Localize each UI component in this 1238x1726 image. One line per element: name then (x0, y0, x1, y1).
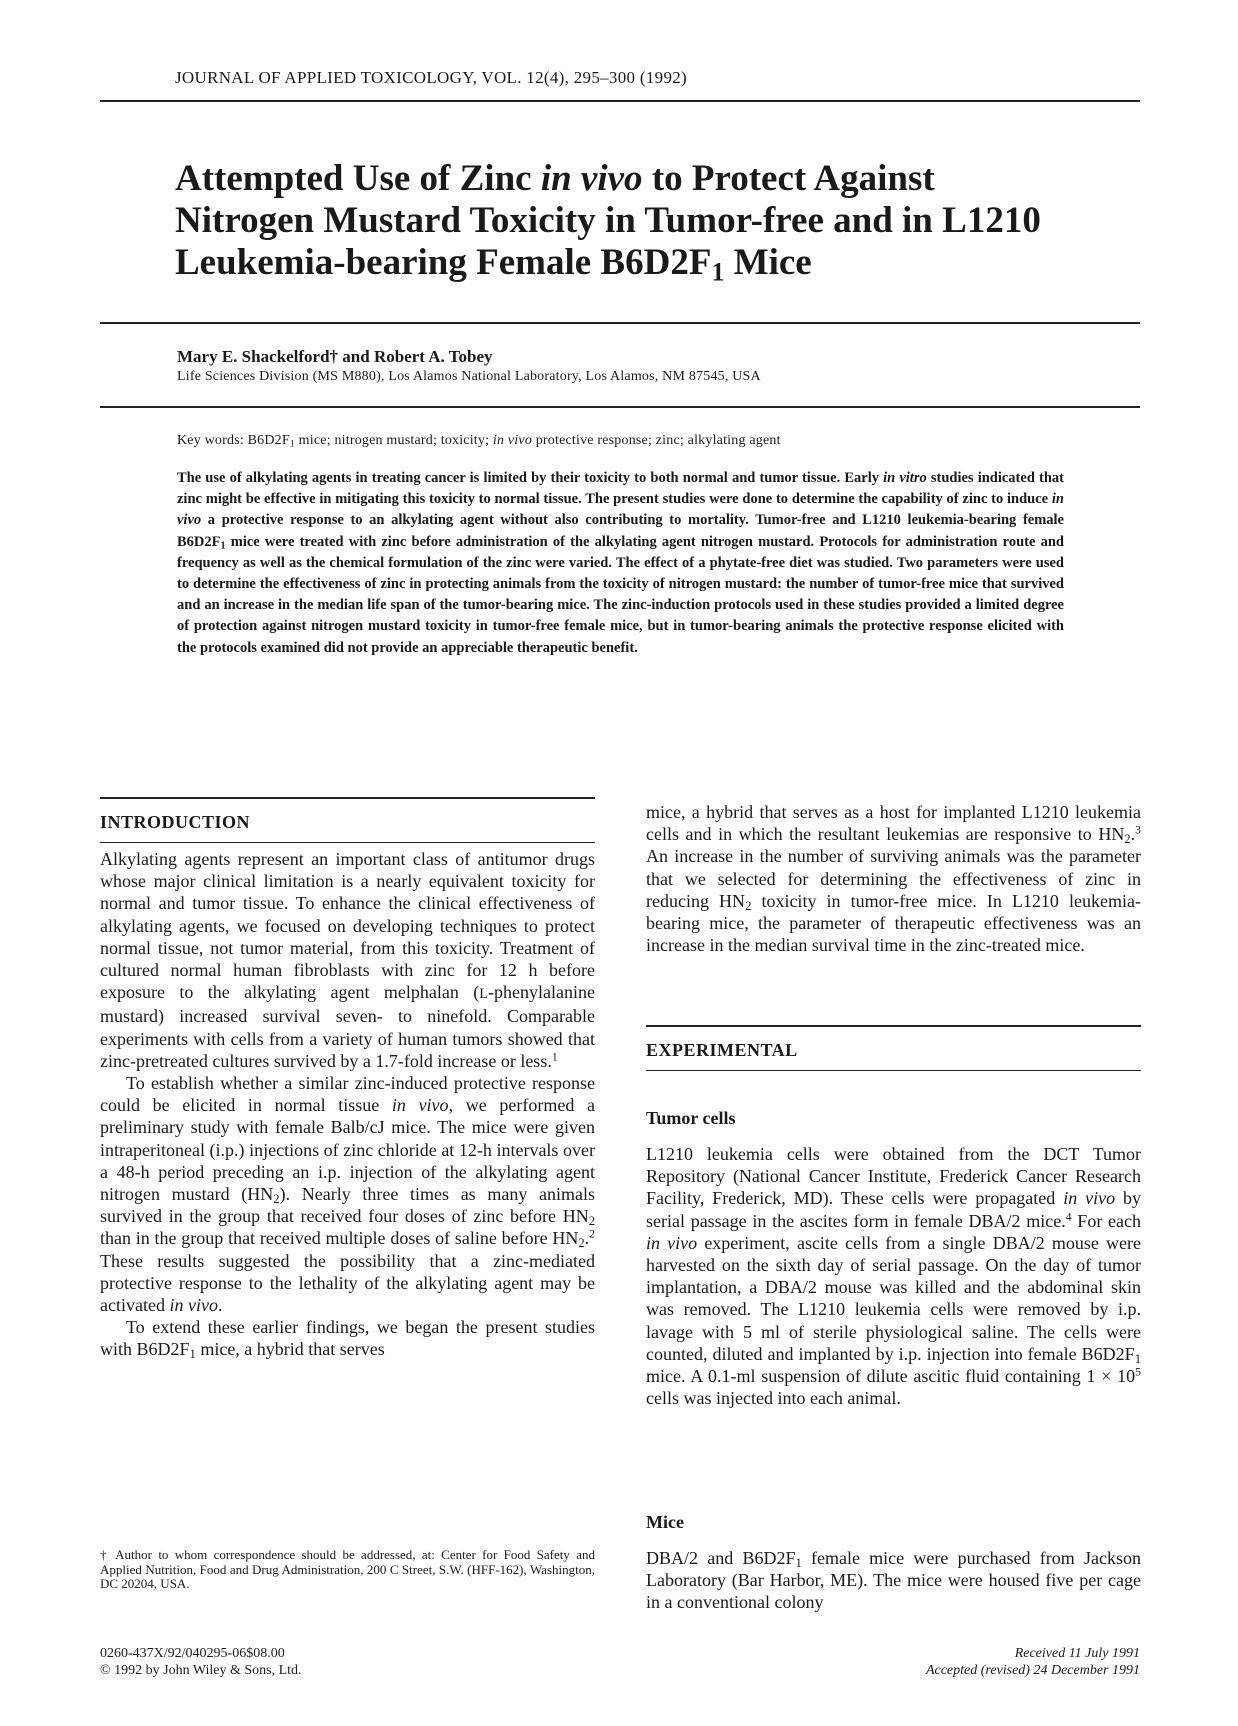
section-heading-introduction: INTRODUCTION (100, 812, 251, 832)
subscript: 1 (189, 1347, 196, 1362)
title-italic: in vivo (540, 158, 643, 199)
paragraph-italic: in vivo (1063, 1188, 1116, 1209)
keywords (177, 433, 781, 449)
intro-paragraph-1 (100, 848, 595, 1072)
subscript: 2 (273, 1192, 280, 1207)
paragraph-text: toxicity in tumor-free mice. In L1210 leukemia-bearing mice, the parameter of therapeutic effectiveness was an increase in the median survival time in the zinc-treated mice. (646, 890, 1141, 956)
tumor-cells-text (646, 1143, 1141, 1409)
received-date: Received 11 July 1991 (1014, 1646, 1140, 1661)
title-text: Attempted Use of Zinc (175, 158, 541, 199)
footnote: † Author to whom correspondence should be addressed, at: Center for Food Safety and Applied Nutrition, Food and Drug Administration, 200 C Street, S.W. (HFF-162), Washington, DC 20204, USA. (100, 1547, 595, 1591)
intro-paragraph-2 (100, 1072, 595, 1316)
abstract-text: mice were treated with zinc before administration of the alkylating agent nitrogen mustard. Protocols for administration route and frequency as well as the chemical formulation of the zinc were varied. The effect of a phytate-free diet was studied. Two parameters were used to determine the effectiveness of zinc in protecting animals from the toxicity of nitrogen mustard: the number of tumor-free mice that survived and an increase in the median life span of the tumor-bearing mice. The zinc-induction protocols used in these studies provided a limited degree of protection against nitrogen mustard toxicity in tumor-free female mice, but in tumor-bearing animals the protective response elicited with the protocols examined did not provide an appreciable therapeutic benefit. (177, 533, 1064, 656)
footer-copyright (100, 1645, 302, 1679)
keywords-text: mice; nitrogen mustard; toxicity; (294, 433, 493, 448)
issn-code: 0260-437X/92/040295-06$08.00 (100, 1646, 285, 1661)
title-subscript: 1 (711, 257, 725, 287)
paragraph-text: Alkylating agents represent an important class of antitumor drugs whose major clinical limitation is a nearly equivalent toxicity for normal and tumor tissue. To enhance the clinical effectiveness of alkylating agents, we focused on developing techniques to protect normal tissue, not tumor material, from this toxicity. Treatment of cultured normal human fibroblasts with zinc for 12 h before exposure to the alkylating agent melphalan ( (100, 849, 595, 1003)
dagger-mark: † (329, 347, 339, 366)
journal-header: JOURNAL OF APPLIED TOXICOLOGY, VOL. 12(4), 295–300 (1992) (175, 68, 688, 87)
paragraph-text: DBA/2 and B6D2F (646, 1548, 796, 1568)
keywords-subscript: 1 (289, 438, 295, 450)
accepted-date: Accepted (revised) 24 December 1991 (925, 1663, 1140, 1678)
subheading-mice: Mice (646, 1512, 684, 1532)
keywords-text: Key words: B6D2F (177, 433, 290, 448)
copyright-line: © 1992 by John Wiley & Sons, Ltd. (100, 1663, 302, 1678)
subscript: 2 (745, 898, 752, 913)
paragraph-italic: in vivo (169, 1295, 218, 1316)
subheading-tumor-cells: Tumor cells (646, 1108, 736, 1128)
abstract (177, 468, 1064, 659)
intro-top-rule (100, 797, 595, 799)
abstract-italic: in vitro (883, 470, 927, 486)
intro-bottom-rule (100, 842, 595, 843)
subscript: 2 (1124, 832, 1131, 847)
column-right-top (646, 801, 1141, 956)
paragraph-italic: in vivo (391, 1095, 449, 1116)
abstract-text: a protective response to an alkylating agent without also contributing to mortality. Tumor-free and L1210 leukemia-bearing female B6D2F (177, 512, 1064, 550)
mice-text (646, 1547, 1141, 1614)
paragraph-text: To establish whether a similar zinc-induced protective response could be elicited in normal tissue (100, 1073, 595, 1116)
title-rule (100, 322, 1140, 324)
paragraph-text: An increase in the number of surviving animals was the parameter that we selected for determining the effectiveness of zinc in reducing HN (646, 846, 1141, 911)
small-caps-text: L (479, 986, 489, 1003)
authors-rule (100, 406, 1140, 408)
paragraph-text: cells was injected into each animal. (646, 1388, 901, 1409)
title-text: Mice (724, 242, 812, 283)
paragraph-text: To extend these earlier findings, we began the present studies with B6D2F (100, 1317, 595, 1360)
footer-dates (800, 1645, 1140, 1679)
abstract-text: The use of alkylating agents in treating cancer is limited by their toxicity to both normal and tumor tissue. Early (177, 470, 884, 486)
paragraph-text: . (584, 1228, 590, 1249)
column-left (100, 848, 595, 1361)
abstract-text: studies indicated that zinc might be effective in mitigating this toxicity to normal tissue. The present studies were done to determine the capability of zinc to induce (177, 470, 1064, 508)
tumor-cells-paragraph (646, 1143, 1141, 1409)
mice-paragraph (646, 1547, 1141, 1614)
intro-paragraph-3-continued (646, 801, 1141, 956)
experimental-bottom-rule (646, 1070, 1141, 1071)
paragraph-text: , we performed a preliminary study with female Balb/cJ mice. The mice were given intraperitoneal (i.p.) injections of zinc chloride at 12-h intervals over a 48-h period preceding an i.p. injection of the alkylating agent nitrogen mustard (HN (100, 1095, 595, 1205)
paragraph-text: female mice were purchased from Jackson Laboratory (Bar Harbor, ME). The mice were housed five per cage in a conventional colony (646, 1548, 1141, 1613)
intro-paragraph-3-start (100, 1316, 595, 1360)
affiliation: Life Sciences Division (MS M880), Los Alamos National Laboratory, Los Alamos, NM 87545, USA (177, 369, 761, 384)
subscript: 1 (1134, 1351, 1141, 1366)
header-rule (100, 100, 1140, 102)
abstract-italic: in vivo (177, 491, 1064, 529)
paragraph-text: L1210 leukemia cells were obtained from the DCT Tumor Repository (National Cancer Institute, Frederick Cancer Research Facility, Frederick, MD). These cells were propagated (646, 1144, 1141, 1209)
paragraph-text: These results suggested the possibility that a zinc-mediated protective response to the lethality of the alkylating agent may be activated (100, 1250, 595, 1316)
subscript: 2 (588, 1214, 595, 1229)
paragraph-text: ). Nearly three times as many animals survived in the group that received four doses of zinc before HN (100, 1184, 595, 1227)
subscript: 1 (795, 1556, 802, 1571)
section-heading-experimental: EXPERIMENTAL (646, 1040, 798, 1060)
author-list (177, 347, 492, 367)
article-title (175, 158, 1075, 287)
paragraph-italic: in vivo (646, 1232, 698, 1253)
experimental-top-rule (646, 1025, 1141, 1027)
keywords-italic: in vivo (492, 433, 533, 448)
paragraph-text: For each (1071, 1210, 1141, 1231)
reference-mark: 4 (1065, 1210, 1072, 1224)
reference-mark: 1 (551, 1050, 558, 1064)
keywords-text: protective response; zinc; alkylating agent (532, 433, 781, 448)
author-name: and Robert A. Tobey (338, 347, 493, 366)
paragraph-text: mice, a hybrid that serves as a host for implanted L1210 leukemia cells and in which the resultant leukemias are responsive to HN (646, 802, 1141, 845)
paragraph-text: than in the group that received multiple doses of saline before HN (100, 1228, 579, 1249)
paragraph-text: . (217, 1295, 223, 1316)
reference-mark: 2 (589, 1228, 595, 1242)
paragraph-text: experiment, ascite cells from a single DBA/2 mouse were harvested on the sixth day of serial passage. On the day of tumor implantation, a DBA/2 mouse was killed and the abdominal skin was removed. The L1210 leukemia cells were removed by i.p. lavage with 5 ml of sterile physiological saline. The cells were counted, diluted and implanted by i.p. injection into female B6D2F (646, 1232, 1142, 1364)
author-name: Mary E. Shackelford (177, 347, 330, 366)
subscript: 2 (578, 1236, 585, 1251)
title-text: to Protect Against Nitrogen Mustard Toxicity in Tumor-free and in L1210 Leukemia-bearing Female B6D2F (175, 158, 1041, 283)
reference-mark: 3 (1135, 823, 1141, 837)
paragraph-text: -phenylalanine mustard) increased survival seven- to ninefold. Comparable experiments with cells from a variety of human tumors showed that zinc-pretreated cultures survived by a 1.7-fold increase or less. (100, 982, 595, 1071)
paragraph-text: . (1130, 824, 1136, 845)
superscript: 5 (1135, 1365, 1141, 1379)
paragraph-text: mice, a hybrid that serves (195, 1339, 385, 1360)
paragraph-text: mice. A 0.1-ml suspension of dilute ascitic fluid containing 1 × 10 (646, 1366, 1136, 1387)
abstract-subscript: 1 (220, 540, 226, 552)
paragraph-text: by serial passage in the ascites form in female DBA/2 mice. (646, 1188, 1141, 1231)
